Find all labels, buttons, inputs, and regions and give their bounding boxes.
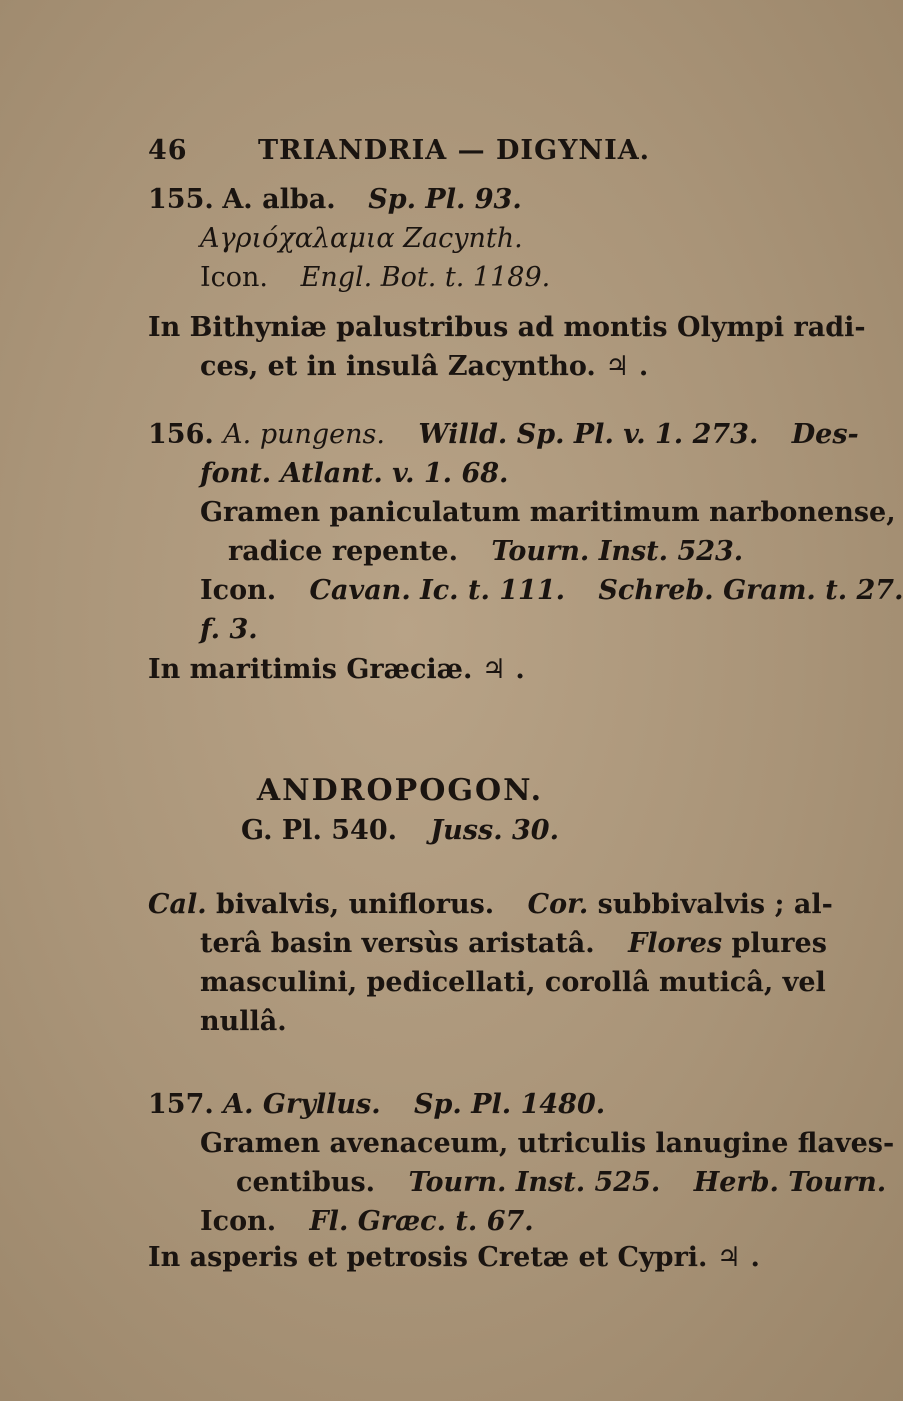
entry-155-habitat-text: ces, et in insulâ Zacyntho. bbox=[200, 351, 596, 382]
perennial-symbol: ♃ . bbox=[716, 1242, 760, 1273]
genus-desc-2b: plures bbox=[731, 928, 827, 959]
genus-ref-2: Juss. 30. bbox=[430, 815, 559, 846]
entry-157-name: A. Gryllus. bbox=[223, 1089, 381, 1120]
genus-desc-2a: terâ basin versùs aristatâ. bbox=[200, 928, 595, 959]
genus-desc-line-2 bbox=[148, 924, 827, 963]
entry-155-heading bbox=[148, 180, 748, 219]
entry-155-greek-name: Αγριόχαλαμια bbox=[200, 223, 395, 254]
cor-text: subbivalvis ; al- bbox=[597, 889, 833, 920]
entry-156-name: A. pungens. bbox=[223, 419, 385, 450]
entry-156-ref-line-2 bbox=[148, 454, 748, 493]
running-head bbox=[148, 135, 668, 175]
entry-155-number: 155. bbox=[148, 184, 214, 215]
running-title: TRIANDRIA — DIGYNIA. bbox=[258, 135, 651, 166]
entry-156-ref-des: Des- bbox=[791, 419, 859, 450]
entry-156-icon-line-2 bbox=[148, 610, 748, 649]
genus-ref-1: G. Pl. 540. bbox=[240, 815, 397, 846]
entry-156-ref-1: Willd. Sp. Pl. v. 1. 273. bbox=[418, 419, 759, 450]
entry-157-habitat-text: In asperis et petrosis Cretæ et Cypri. bbox=[148, 1242, 708, 1273]
entry-157-desc-line-1: Gramen avenaceum, utriculis lanugine flaves- bbox=[200, 1128, 895, 1159]
entry-156 bbox=[148, 415, 903, 649]
genus-desc-line-4: nullâ. bbox=[200, 1006, 287, 1037]
entry-155-greek-line bbox=[148, 219, 748, 258]
entry-157-habitat-line bbox=[148, 1238, 760, 1277]
perennial-symbol: ♃ . bbox=[605, 351, 649, 382]
genus-description bbox=[148, 885, 833, 1041]
entry-157-ref: Sp. Pl. 1480. bbox=[414, 1089, 606, 1120]
entry-157-heading bbox=[148, 1085, 748, 1124]
cal-text: bivalvis, uniflorus. bbox=[216, 889, 495, 920]
entry-155-ref: Sp. Pl. 93. bbox=[368, 184, 522, 215]
entry-156-ref-2: font. Atlant. v. 1. 68. bbox=[200, 458, 509, 489]
cal-label: Cal. bbox=[148, 889, 207, 920]
cor-label: Cor. bbox=[527, 889, 589, 920]
entry-156-icon-ref-1: Cavan. Ic. t. 111. bbox=[309, 575, 566, 606]
perennial-symbol: ♃ . bbox=[481, 654, 525, 685]
entry-156-icon-ref-3: f. 3. bbox=[200, 614, 258, 645]
entry-157-icon-line bbox=[148, 1202, 748, 1241]
entry-156-desc-line-2 bbox=[148, 532, 748, 571]
entry-155-icon-line bbox=[148, 258, 748, 297]
entry-157-desc-line-2 bbox=[148, 1163, 887, 1202]
entry-155-habitat-line-2 bbox=[148, 347, 748, 386]
entry-156-heading bbox=[148, 415, 859, 454]
entry-156-habitat-text: In maritimis Græciæ. bbox=[148, 654, 473, 685]
entry-155-habitat-line-1: In Bithyniæ palustribus ad montis Olympi radi- bbox=[148, 312, 866, 343]
genus-heading: ANDROPOGON. bbox=[256, 773, 544, 808]
entry-156-icon-line bbox=[148, 571, 903, 610]
genus-desc-line-1 bbox=[148, 885, 833, 924]
entry-157-number: 157. bbox=[148, 1089, 214, 1120]
genus-desc-line-3: masculini, pedicellati, corollâ muticâ, vel bbox=[200, 967, 826, 998]
flores-label: Flores bbox=[628, 928, 723, 959]
entry-156-habitat bbox=[148, 650, 748, 689]
entry-155 bbox=[148, 180, 748, 297]
entry-157-desc-2a: centibus. bbox=[236, 1167, 376, 1198]
entry-156-number: 156. bbox=[148, 419, 214, 450]
entry-156-icon-label: Icon. bbox=[200, 575, 277, 606]
entry-155-icon-label: Icon. bbox=[200, 262, 269, 293]
entry-157-icon-ref: Fl. Græc. t. 67. bbox=[309, 1206, 534, 1237]
entry-156-desc-2b: Tourn. Inst. 523. bbox=[491, 536, 744, 567]
entry-156-desc-2a: radice repente. bbox=[228, 536, 459, 567]
entry-157-desc-2c: Herb. Tourn. bbox=[693, 1167, 887, 1198]
entry-157-habitat bbox=[148, 1238, 760, 1277]
entry-155-habitat bbox=[148, 308, 866, 386]
entry-157-desc-2b: Tourn. Inst. 525. bbox=[408, 1167, 661, 1198]
entry-155-name: A. alba. bbox=[222, 184, 336, 215]
entry-155-icon-ref: Engl. Bot. t. 1189. bbox=[300, 262, 551, 293]
entry-156-desc-line-1: Gramen paniculatum maritimum narbonense, bbox=[200, 497, 896, 528]
genus-reference bbox=[0, 815, 800, 846]
entry-156-icon-ref-2: Schreb. Gram. t. 27. bbox=[598, 575, 903, 606]
entry-157 bbox=[148, 1085, 895, 1241]
entry-156-habitat-line bbox=[148, 650, 748, 689]
entry-157-icon-label: Icon. bbox=[200, 1206, 277, 1237]
entry-155-greek-place: Zacynth. bbox=[403, 223, 523, 254]
page-number: 46 bbox=[148, 135, 188, 166]
